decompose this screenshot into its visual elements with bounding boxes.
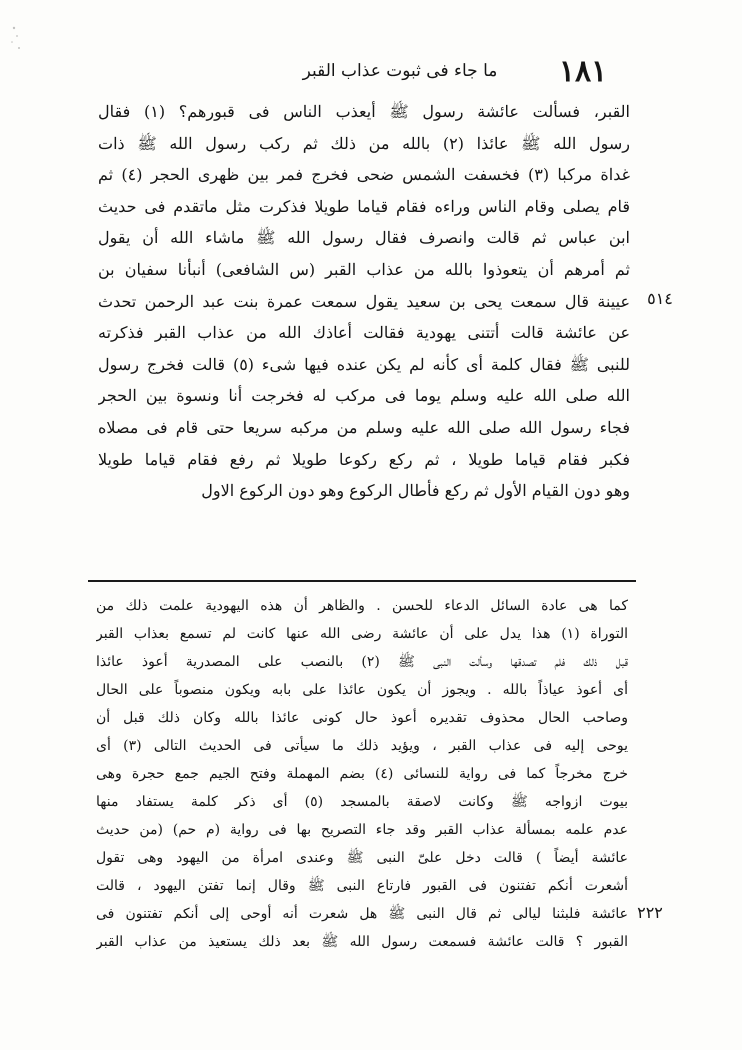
footnote-line: القبور ؟ قالت عائشة فسمعت رسول الله ﷺ بعد ذلك يستعيذ من عذاب القبر bbox=[96, 934, 628, 950]
main-text-line: وهو دون القيام الأول ثم ركع فأطال الركوع وهو دون الركوع الاول bbox=[201, 481, 630, 501]
footnote-line: التوراة (١) هذا يدل على أن عائشة رضى الله عنها كانت لم تسمع بعذاب القبر bbox=[96, 626, 628, 642]
running-head-title: ما جاء فى ثبوت عذاب القبر bbox=[302, 61, 498, 81]
footnote-divider-rule bbox=[88, 580, 636, 582]
footnote-line: عائشة فلبثنا ليالى ثم قال النبى ﷺ هل شعرت أنه أوحى إلى أنكم تفتنون فى bbox=[96, 906, 628, 922]
footnote-line: عدم علمه بمسألة عذاب القبر وقد جاء التصريح بها فى رواية (م حم) (من حديث bbox=[96, 822, 628, 838]
main-text-line: للنبى ﷺ فقال كلمة أى كأنه لم يكن عنده فيها شىء (٥) قالت فخرج رسول bbox=[98, 354, 630, 374]
footnote-line: وصاحب الحال محذوف تقديره أعوذ حال كونى عائذا بالله وكان ذلك قبل أن bbox=[96, 710, 628, 726]
footnote-line: يوحى إليه فى عذاب القبر ، ويؤيد ذلك ما سيأتى فى الحديث التالى (٣) أى bbox=[96, 738, 628, 754]
footnote-line: خرج مخرجاً كما فى رواية للنسائى (٤) بضم المهملة وفتح الجيم جمع حجرة وهى bbox=[96, 766, 628, 782]
footnotes-block bbox=[96, 592, 628, 1032]
main-text-line: فجاء رسول الله صلى الله عليه وسلم من مركبه سريعا حتى قام فى مصلاه bbox=[98, 417, 630, 437]
margin-hadith-number: ٢٢٢ bbox=[637, 903, 663, 922]
margin-hadith-number: ٥١٤ bbox=[647, 289, 673, 308]
footnote-line: بيوت ازواجه ﷺ وكانت لاصقة بالمسجد (٥) أى ذكر كلمة يستفاد منها bbox=[96, 794, 628, 810]
footnote-line: عائشة أيضاً ) قالت دخل علىّ النبى ﷺ وعندى امرأة من اليهود وهى تقول bbox=[96, 850, 628, 866]
main-text-line: غداة مركبا (٣) فخسفت الشمس ضحى فخرج فمر بين ظهرى الحجر (٤) ثم bbox=[98, 165, 630, 185]
main-text-line: عيينة قال سمعت يحى بن سعيد يقول سمعت عمرة بنت عبد الرحمن تحدث bbox=[98, 291, 630, 311]
scan-speck-mark bbox=[6, 18, 26, 58]
main-text-line: ثم أمرهم أن يتعوذوا بالله من عذاب القبر (س الشافعى) أنبأنا سفيان بن bbox=[98, 259, 630, 279]
footnote-line: أى أعوذ عياذاً بالله . ويجوز أن يكون عائذا على بابه ويكون منصوباً على الحال bbox=[96, 682, 628, 698]
main-text-line: القبر، فسألت عائشة رسول ﷺ أيعذب الناس فى قبورهم؟ (١) فقال bbox=[98, 102, 630, 121]
footnote-line: أشعرت أنكم تفتنون فى القبور فارتاع النبى ﷺ وقال إنما تفتن اليهود ، قالت bbox=[96, 878, 628, 894]
footnote-line: قبل ذلك فلم تصدقها وسألت النبى ﷺ (٢) بالنصب على المصدرية أعوذ عائذا bbox=[96, 654, 628, 670]
main-text-block bbox=[98, 96, 630, 571]
page-number: ١٨١ bbox=[558, 54, 608, 89]
footnote-line: كما هى عادة السائل الدعاء للحسن . والظاهر أن هذه اليهودية علمت ذلك من bbox=[96, 598, 628, 614]
main-text-line: الله صلى الله عليه وسلم يوما فى مركب له فخرجت أنا ونسوة بين الحجر bbox=[98, 386, 630, 406]
main-text-line: عن عائشة قالت أتتنى يهودية فقالت أعاذك الله من عذاب القبر فذكرته bbox=[98, 323, 630, 343]
main-text-line: رسول الله ﷺ عائذا (٢) بالله من ذلك ثم ركب رسول الله ﷺ ذات bbox=[98, 133, 630, 153]
main-text-line: قام يصلى وقام الناس وراءه فقام قياما طويلا فذكرت مثل ماتقدم فى حديث bbox=[98, 196, 630, 216]
main-text-line: ابن عباس ثم قالت وانصرف فقال رسول الله ﷺ ماشاء الله أن يقول bbox=[98, 228, 630, 248]
main-text-line: فكبر فقام قياما طويلا ، ثم ركع ركوعا طويلا ثم رفع فقام قياما طويلا bbox=[98, 449, 630, 469]
